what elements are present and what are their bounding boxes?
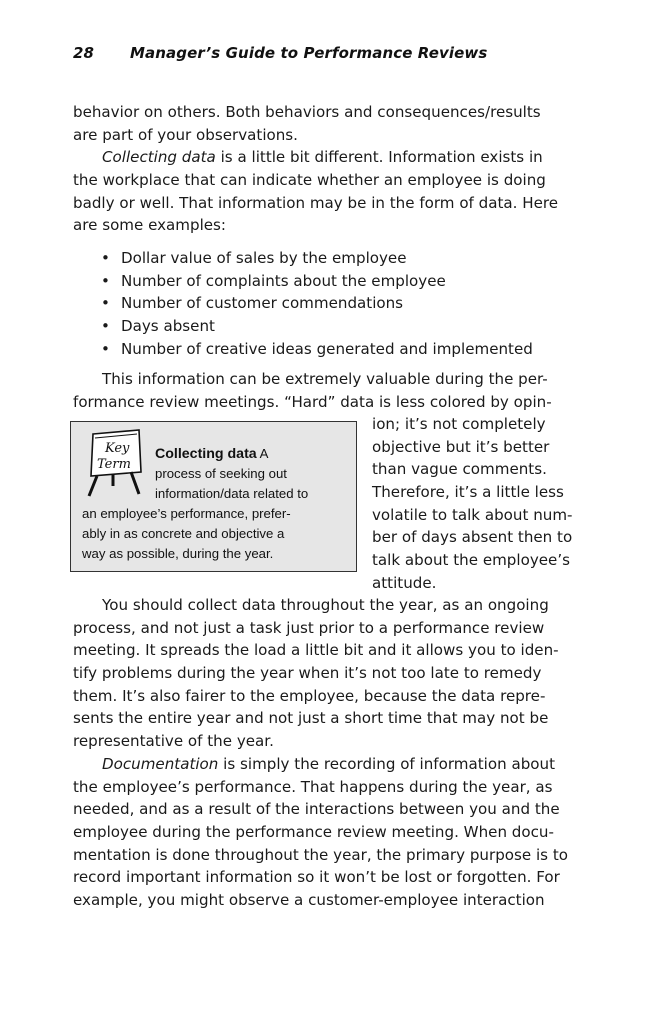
text-line: process, and not just a task just prior to a performance review (73, 618, 545, 637)
icon-label-term: Term (97, 457, 131, 472)
text-line (73, 146, 593, 169)
text-line (73, 753, 593, 776)
list-item-text: Days absent (121, 317, 215, 336)
text-line: example, you might observe a customer-employee interaction (73, 890, 545, 909)
text-line: This information can be extremely valuable during the per- (102, 370, 548, 388)
list-item: • Number of customer commendations (101, 294, 404, 313)
list-item: • Dollar value of sales by the employee (101, 249, 407, 267)
key-term-box (70, 421, 357, 572)
paragraph-hard-data (73, 368, 593, 413)
key-term-def-line: way as possible, during the year. (82, 546, 274, 561)
key-term-def-line: ably in as concrete and objective a (82, 526, 285, 541)
text-line: meeting. It spreads the load a little bit and it allows you to iden- (73, 641, 559, 660)
text-line: ber of days absent then to (372, 528, 573, 547)
list-item-text: Dollar value of sales by the employee (121, 249, 407, 267)
paragraph-collect-throughout-year (73, 594, 593, 912)
page-number: 28 (73, 44, 95, 62)
key-term-title: Collecting data (155, 446, 257, 462)
list-item: • Number of creative ideas generated and implemented (101, 339, 533, 358)
paragraph-hard-data-wrap (372, 413, 572, 595)
text-line: representative of the year. (73, 732, 274, 751)
list-item-text: Number of complaints about the employee (121, 271, 446, 290)
list-item: • Days absent (101, 317, 215, 336)
text-line: behavior on others. Both behaviors and consequences/results (73, 103, 541, 121)
key-term-heading (155, 444, 268, 465)
text-line: You should collect data throughout the year, as an ongoing (102, 596, 549, 614)
key-term-def-line: an employee’s performance, prefer- (82, 506, 291, 521)
text-line: attitude. (372, 573, 437, 592)
text-line: the workplace that can indicate whether an employee is doing (73, 171, 546, 190)
text-line: ion; it’s not completely (372, 415, 546, 433)
paragraph-observations (73, 101, 593, 237)
text-line: volatile to talk about num- (372, 505, 573, 524)
text-line: are some examples: (73, 216, 227, 235)
running-header (73, 44, 487, 62)
text-line: the employee’s performance. That happens during the year, as (73, 777, 553, 796)
key-term-easel-icon (79, 426, 151, 498)
text-line: talk about the employee’s (372, 551, 570, 570)
list-item-text: Number of creative ideas generated and implemented (121, 339, 533, 358)
text-line: objective but it’s better (372, 437, 550, 456)
text-line: are part of your observations. (73, 125, 298, 144)
term-collecting-data: Collecting data (102, 148, 216, 167)
text-line: employee during the performance review meeting. When docu- (73, 822, 554, 841)
list-item: • Number of complaints about the employee (101, 271, 446, 290)
text-line: badly or well. That information may be in the form of data. Here (73, 193, 559, 212)
text-line: than vague comments. (372, 460, 547, 479)
book-title: Manager’s Guide to Performance Reviews (130, 44, 488, 62)
text-line: tify problems during the year when it’s not too late to remedy (73, 664, 542, 683)
text-line: mentation is done throughout the year, the primary purpose is to (73, 845, 568, 864)
text-line: record important information so it won’t be lost or forgotten. For (73, 868, 560, 887)
icon-label-key: Key (105, 441, 130, 456)
key-term-def-line: process of seeking out (155, 466, 287, 481)
text-line: formance review meetings. “Hard” data is less colored by opin- (73, 392, 552, 411)
text-span: is simply the recording of information about (218, 754, 556, 773)
examples-list (101, 247, 533, 360)
text-line: them. It’s also fairer to the employee, because the data repre- (73, 686, 546, 705)
text-line: Therefore, it’s a little less (372, 483, 564, 502)
key-term-def-line: information/data related to (155, 486, 309, 501)
text-line: sents the entire year and not just a short time that may not be (73, 709, 549, 728)
text-span: is a little bit different. Information exists in (215, 148, 543, 167)
term-documentation: Documentation (102, 754, 219, 773)
key-term-def-start: A (259, 446, 269, 461)
text-line: needed, and as a result of the interactions between you and the (73, 800, 560, 819)
list-item-text: Number of customer commendations (121, 294, 404, 313)
